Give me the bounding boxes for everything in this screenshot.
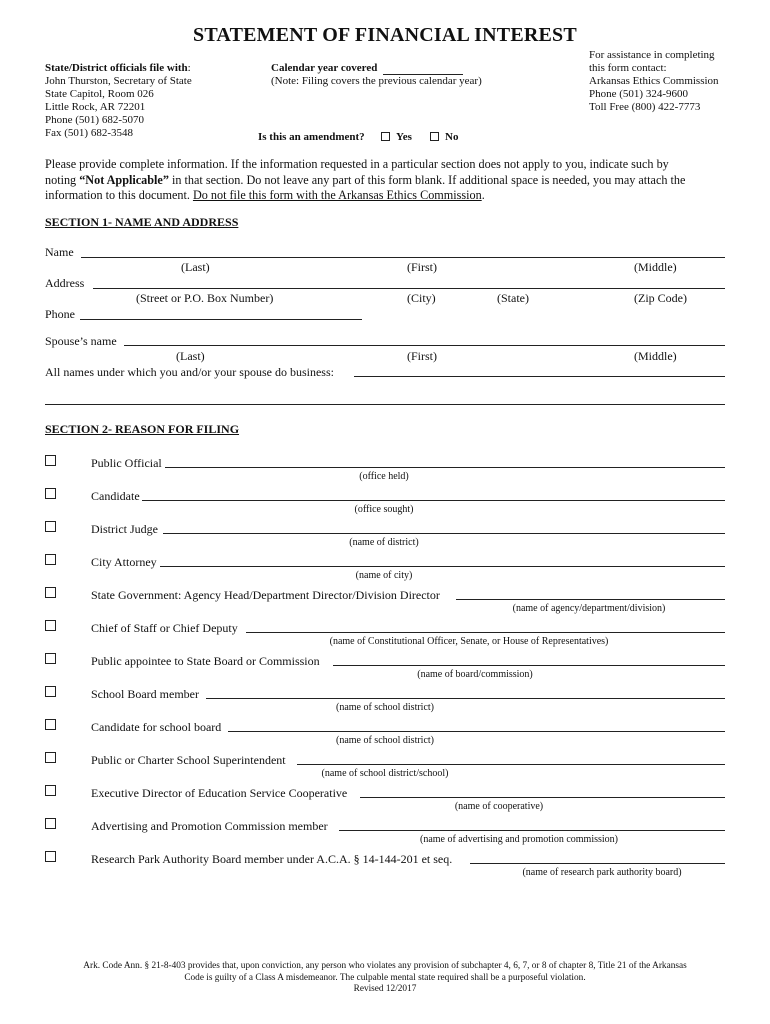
instructions-line-1: Please provide complete information. If the information requested in a particular section does not apply to you, indicate such by bbox=[45, 157, 669, 171]
assistance-line: For assistance in completing bbox=[589, 49, 715, 61]
instructions-line-3 bbox=[45, 188, 735, 204]
reason-label: Candidate bbox=[91, 489, 140, 503]
reason-checkbox[interactable] bbox=[45, 752, 56, 763]
instructions-text: noting bbox=[45, 172, 80, 187]
spouse-name-field[interactable] bbox=[124, 345, 725, 346]
address-street-hint: (Street or P.O. Box Number) bbox=[136, 291, 274, 305]
reason-detail-field[interactable] bbox=[360, 797, 725, 798]
reason-detail-hint: (name of district) bbox=[349, 537, 419, 548]
amendment-question: Is this an amendment? bbox=[258, 131, 365, 143]
reason-label: Public appointee to State Board or Commission bbox=[91, 654, 320, 668]
reason-label: Executive Director of Education Service Cooperative bbox=[91, 786, 348, 800]
reason-label: Public Official bbox=[91, 456, 162, 470]
reason-detail-field[interactable] bbox=[456, 599, 725, 600]
calendar-year-field[interactable] bbox=[383, 74, 463, 75]
reason-checkbox[interactable] bbox=[45, 587, 56, 598]
footer-legal bbox=[0, 961, 770, 996]
reason-checkbox[interactable] bbox=[45, 785, 56, 796]
reason-detail-hint: (name of board/commission) bbox=[417, 669, 533, 680]
file-with-block bbox=[45, 62, 192, 140]
name-middle-hint: (Middle) bbox=[634, 260, 677, 274]
reason-detail-hint: (office sought) bbox=[354, 504, 414, 515]
reason-detail-field[interactable] bbox=[165, 467, 725, 468]
reason-detail-hint: (name of city) bbox=[355, 570, 413, 581]
reason-detail-hint: (name of school district) bbox=[335, 702, 435, 713]
phone-field[interactable] bbox=[80, 319, 362, 320]
reason-label: City Attorney bbox=[91, 555, 157, 569]
reason-detail-field[interactable] bbox=[160, 566, 725, 567]
reason-checkbox[interactable] bbox=[45, 719, 56, 730]
section-2-heading: SECTION 2- REASON FOR FILING bbox=[45, 422, 240, 436]
calendar-label: Calendar year covered bbox=[271, 62, 378, 74]
reason-checkbox[interactable] bbox=[45, 818, 56, 829]
reason-detail-field[interactable] bbox=[206, 698, 725, 699]
footer-line-1: Ark. Code Ann. § 21-8-403 provides that, upon conviction, any person who violates any provision of subchapter 4, 6, 7, or 8 of chapter 8, Title 21 of the Arkansas bbox=[83, 961, 687, 971]
reason-detail-field[interactable] bbox=[297, 764, 725, 765]
reason-detail-hint: (name of research park authority board) bbox=[522, 867, 682, 878]
section-1-heading: SECTION 1- NAME AND ADDRESS bbox=[45, 215, 239, 229]
name-first-hint: (First) bbox=[407, 260, 437, 274]
reason-detail-field[interactable] bbox=[163, 533, 725, 534]
reason-label: Candidate for school board bbox=[91, 720, 222, 734]
file-with-label: State/District officials file with bbox=[45, 62, 188, 74]
amendment-no-label: No bbox=[445, 131, 459, 143]
business-names-label: All names under which you and/or your spouse do business: bbox=[45, 365, 334, 379]
reason-detail-hint: (name of Constitutional Officer, Senate, or House of Representatives) bbox=[329, 636, 609, 647]
calendar-note: (Note: Filing covers the previous calendar year) bbox=[271, 75, 482, 87]
reason-detail-field[interactable] bbox=[339, 830, 725, 831]
assistance-block bbox=[589, 49, 719, 114]
reason-detail-hint: (name of cooperative) bbox=[454, 801, 544, 812]
name-field[interactable] bbox=[81, 257, 725, 258]
assistance-line: Arkansas Ethics Commission bbox=[589, 75, 719, 87]
reason-detail-hint: (name of school district) bbox=[335, 735, 435, 746]
reason-detail-field[interactable] bbox=[333, 665, 725, 666]
business-names-field[interactable] bbox=[354, 376, 725, 377]
name-label: Name bbox=[45, 245, 74, 259]
business-names-field-extra[interactable] bbox=[45, 404, 725, 405]
instructions-text: . bbox=[481, 188, 485, 202]
assistance-line: this form contact: bbox=[589, 62, 667, 74]
reason-label: Public or Charter School Superintendent bbox=[91, 753, 286, 767]
reason-checkbox[interactable] bbox=[45, 488, 56, 499]
footer-line-2: Code is guilty of a Class A misdemeanor. The culpable mental state required shall be a purposeful violation. bbox=[184, 972, 586, 983]
address-field[interactable] bbox=[93, 288, 725, 289]
reason-detail-field[interactable] bbox=[142, 500, 725, 501]
reason-detail-hint: (name of school district/school) bbox=[321, 768, 449, 779]
spouse-name-label: Spouse’s name bbox=[45, 334, 117, 348]
reason-detail-field[interactable] bbox=[228, 731, 725, 732]
reason-label: School Board member bbox=[91, 687, 199, 701]
reason-detail-hint: (office held) bbox=[359, 471, 409, 482]
file-with-line: Phone (501) 682-5070 bbox=[45, 114, 144, 126]
reason-label: District Judge bbox=[91, 522, 158, 536]
assistance-line: Phone (501) 324-9600 bbox=[589, 88, 688, 100]
instructions-text: information to this document. bbox=[45, 188, 193, 202]
reason-checkbox[interactable] bbox=[45, 686, 56, 697]
instructions-paragraph bbox=[45, 157, 735, 204]
spouse-last-hint: (Last) bbox=[176, 349, 205, 363]
reason-checkbox[interactable] bbox=[45, 620, 56, 631]
reason-label: State Government: Agency Head/Department Director/Division Director bbox=[91, 588, 440, 602]
file-with-line: State Capitol, Room 026 bbox=[45, 88, 154, 100]
spouse-first-hint: (First) bbox=[407, 349, 437, 363]
reason-checkbox[interactable] bbox=[45, 455, 56, 466]
reason-label: Research Park Authority Board member under A.C.A. § 14-144-201 et seq. bbox=[91, 852, 453, 866]
name-last-hint: (Last) bbox=[181, 260, 210, 274]
reason-checkbox[interactable] bbox=[45, 851, 56, 862]
reason-detail-field[interactable] bbox=[470, 863, 725, 864]
not-applicable-emphasis: “Not Applicable” bbox=[79, 172, 169, 187]
assistance-line: Toll Free (800) 422-7773 bbox=[589, 101, 701, 113]
reason-detail-field[interactable] bbox=[246, 632, 725, 633]
address-state-hint: (State) bbox=[497, 291, 529, 305]
footer-revised: Revised 12/2017 bbox=[353, 984, 417, 994]
instructions-text: in that section. Do not leave any part of this form blank. If additional space is needed, you may attach the bbox=[168, 172, 686, 187]
reason-checkbox[interactable] bbox=[45, 554, 56, 565]
reason-label: Advertising and Promotion Commission member bbox=[91, 819, 328, 833]
instructions-line-2 bbox=[45, 173, 735, 189]
amendment-yes-checkbox[interactable] bbox=[381, 132, 390, 141]
address-label: Address bbox=[45, 276, 85, 290]
reason-checkbox[interactable] bbox=[45, 521, 56, 532]
amendment-row bbox=[258, 131, 365, 144]
reason-detail-hint: (name of advertising and promotion commission) bbox=[419, 834, 619, 845]
file-with-colon: : bbox=[187, 62, 191, 74]
address-zip-hint: (Zip Code) bbox=[634, 291, 687, 305]
file-with-line: Little Rock, AR 72201 bbox=[45, 101, 146, 113]
amendment-no-checkbox[interactable] bbox=[430, 132, 439, 141]
phone-label: Phone bbox=[45, 307, 75, 321]
reason-checkbox[interactable] bbox=[45, 653, 56, 664]
spouse-middle-hint: (Middle) bbox=[634, 349, 677, 363]
reason-detail-hint: (name of agency/department/division) bbox=[512, 603, 666, 614]
file-with-line: John Thurston, Secretary of State bbox=[45, 75, 192, 87]
do-not-file-warning: Do not file this form with the Arkansas Ethics Commission bbox=[192, 188, 482, 202]
file-with-line: Fax (501) 682-3548 bbox=[45, 127, 133, 139]
reason-label: Chief of Staff or Chief Deputy bbox=[91, 621, 238, 635]
form-title: STATEMENT OF FINANCIAL INTEREST bbox=[193, 24, 577, 46]
amendment-yes-label: Yes bbox=[396, 131, 412, 143]
calendar-block bbox=[271, 62, 482, 88]
address-city-hint: (City) bbox=[407, 291, 436, 305]
